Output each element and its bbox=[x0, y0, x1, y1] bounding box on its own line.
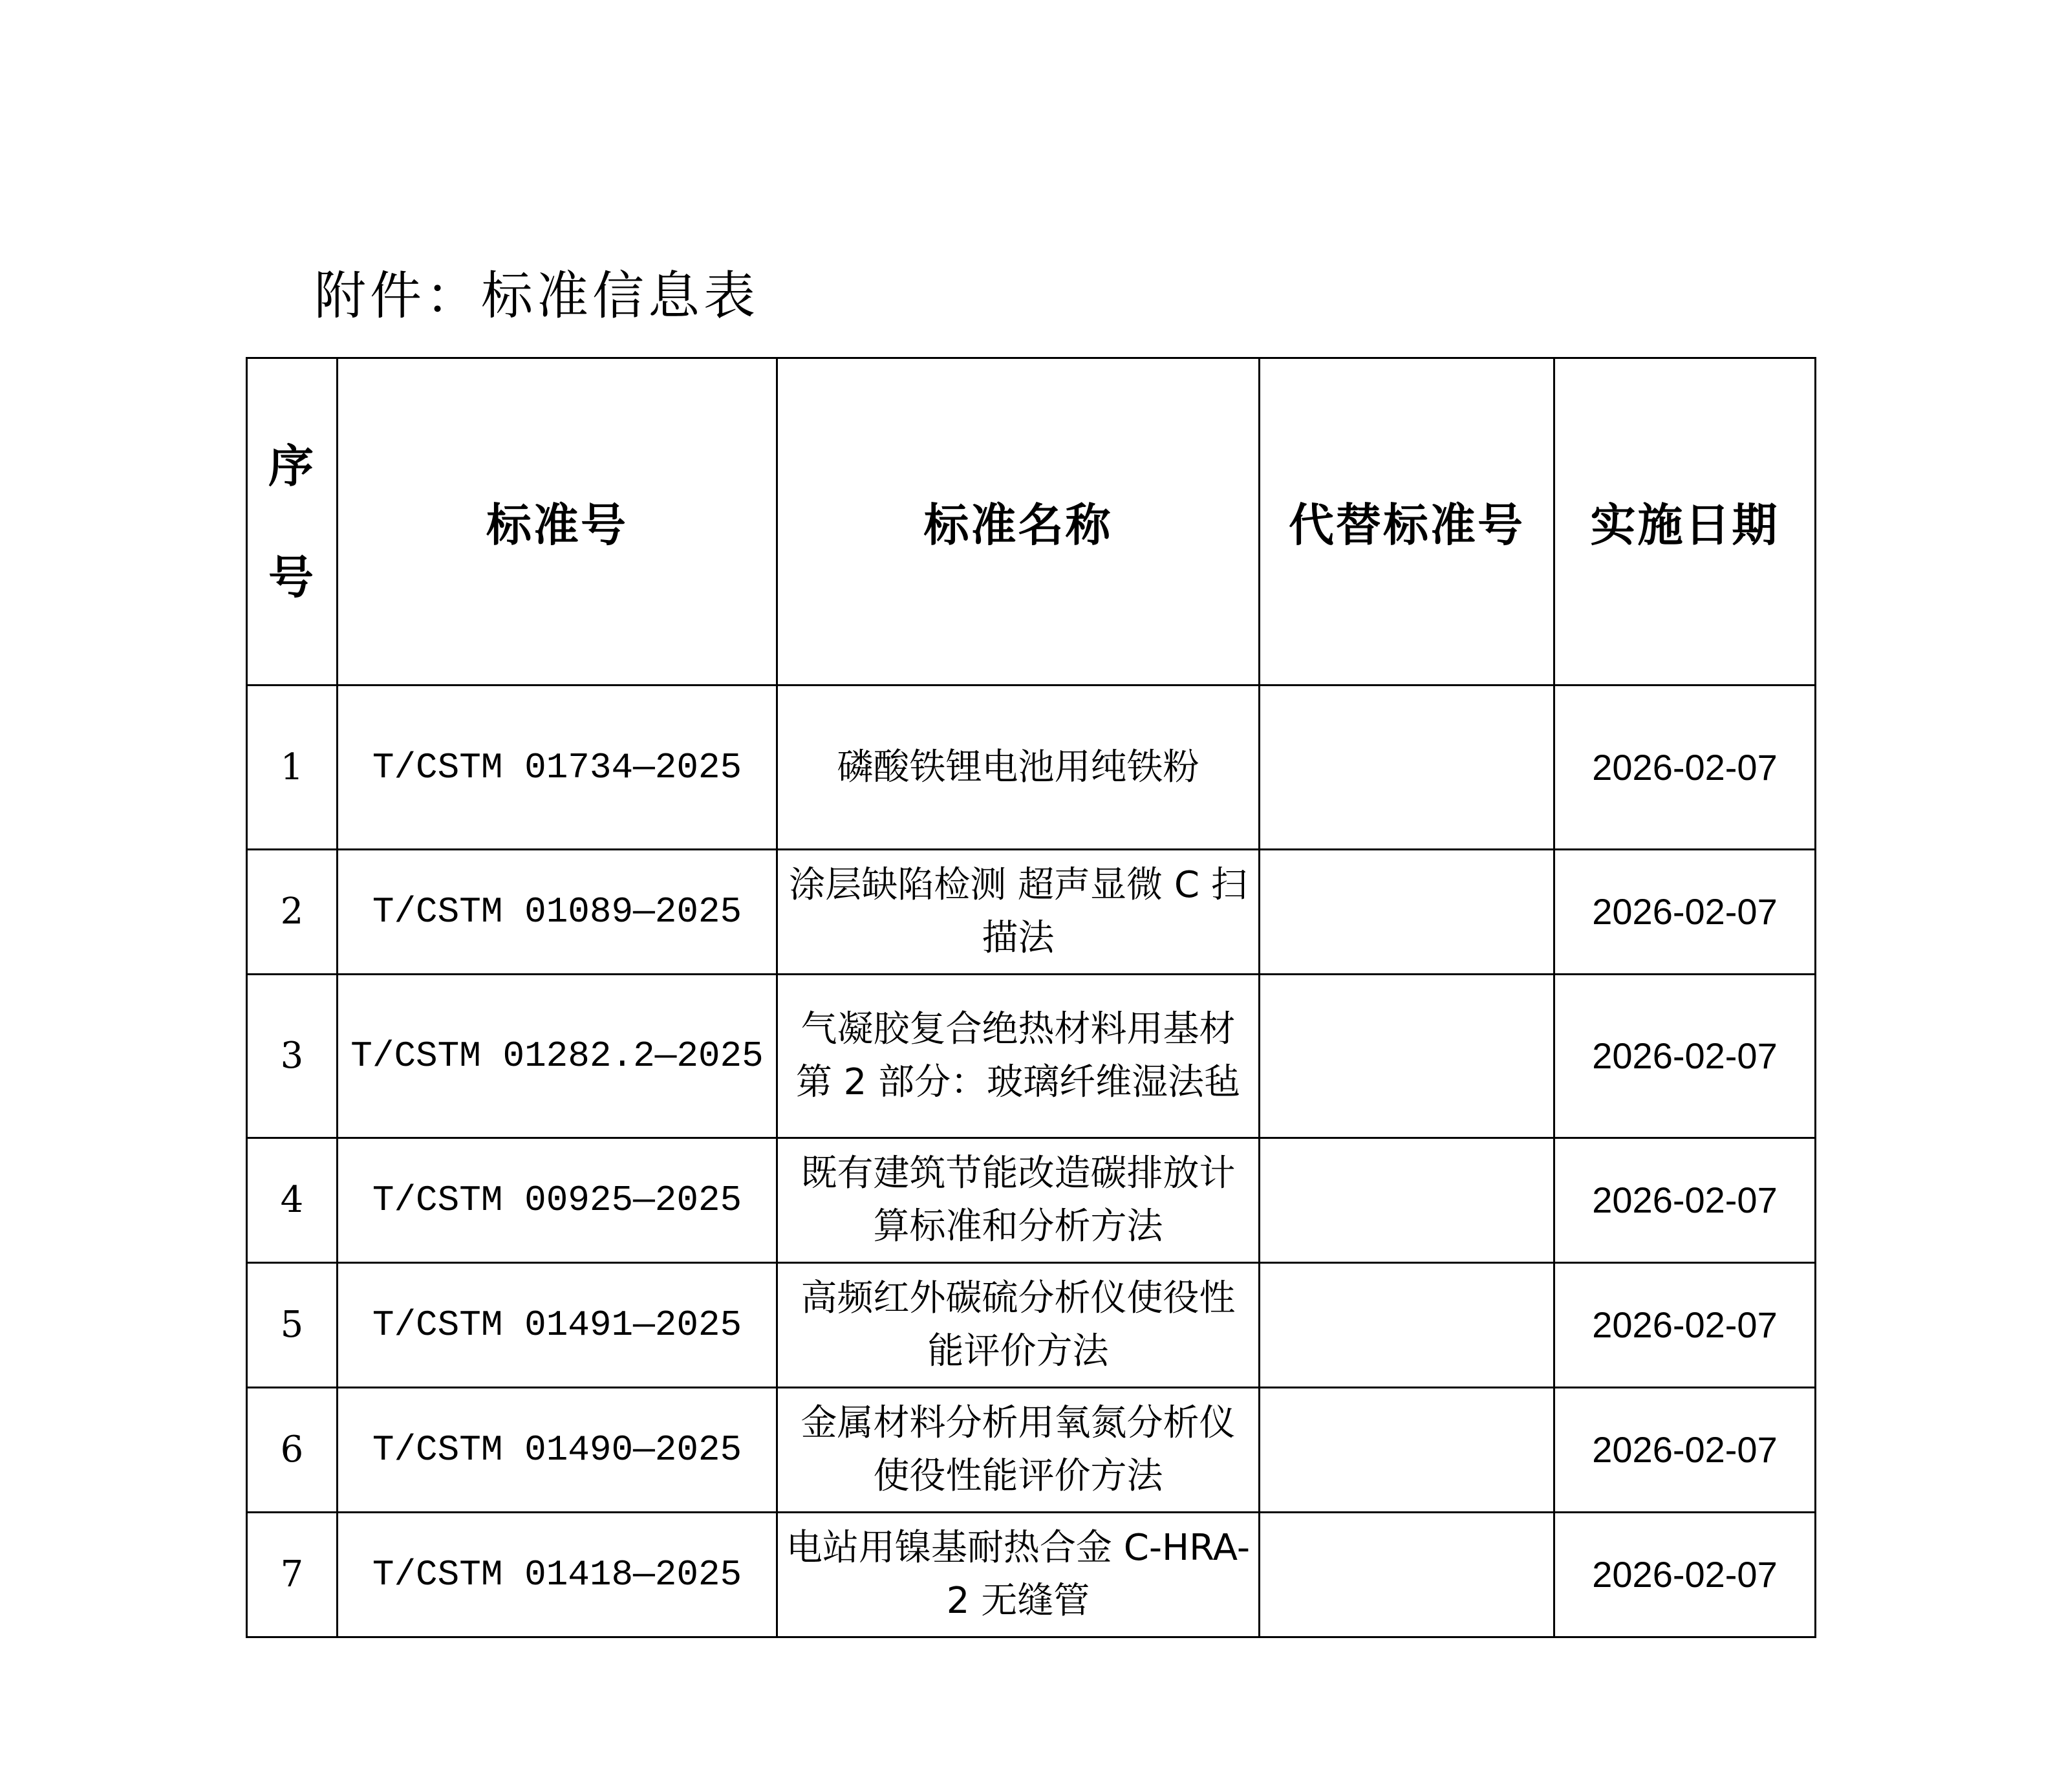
table-row bbox=[247, 1138, 1816, 1263]
cell-standard-name: 电站用镍基耐热合金 C-HRA-2 无缝管 bbox=[777, 1513, 1260, 1637]
cell-standard-code: T/CSTM 01418—2025 bbox=[338, 1513, 777, 1637]
cell-standard-code: T/CSTM 00925—2025 bbox=[338, 1138, 777, 1263]
cell-seq: 7 bbox=[247, 1513, 338, 1637]
cell-standard-name: 涂层缺陷检测 超声显微 C 扫描法 bbox=[777, 850, 1260, 975]
cell-replaced-standard bbox=[1260, 1513, 1554, 1637]
cell-standard-code: T/CSTM 01089—2025 bbox=[338, 850, 777, 975]
cell-implementation-date: 2026-02-07 bbox=[1554, 685, 1816, 850]
cell-seq: 4 bbox=[247, 1138, 338, 1263]
cell-replaced-standard bbox=[1260, 1263, 1554, 1388]
page-title: 附件：标准信息表 bbox=[314, 266, 759, 326]
header-replaced-standard: 代替标准号 bbox=[1260, 358, 1554, 685]
cell-replaced-standard bbox=[1260, 1138, 1554, 1263]
cell-implementation-date: 2026-02-07 bbox=[1554, 1513, 1816, 1637]
table-row bbox=[247, 850, 1816, 975]
standards-table bbox=[246, 357, 1816, 1638]
table-header-row bbox=[247, 358, 1816, 685]
cell-standard-code: T/CSTM 01734—2025 bbox=[338, 685, 777, 850]
cell-seq: 5 bbox=[247, 1263, 338, 1388]
cell-implementation-date: 2026-02-07 bbox=[1554, 1138, 1816, 1263]
cell-standard-code: T/CSTM 01490—2025 bbox=[338, 1388, 777, 1513]
header-standard-code: 标准号 bbox=[338, 358, 777, 685]
cell-standard-code: T/CSTM 01491—2025 bbox=[338, 1263, 777, 1388]
header-seq-char-1: 序 bbox=[268, 439, 316, 493]
cell-implementation-date: 2026-02-07 bbox=[1554, 1263, 1816, 1388]
table-row bbox=[247, 1388, 1816, 1513]
cell-standard-name: 磷酸铁锂电池用纯铁粉 bbox=[777, 685, 1260, 850]
cell-implementation-date: 2026-02-07 bbox=[1554, 975, 1816, 1138]
cell-standard-name: 气凝胶复合绝热材料用基材 第 2 部分：玻璃纤维湿法毡 bbox=[777, 975, 1260, 1138]
cell-replaced-standard bbox=[1260, 1388, 1554, 1513]
cell-standard-name: 既有建筑节能改造碳排放计算标准和分析方法 bbox=[777, 1138, 1260, 1263]
cell-replaced-standard bbox=[1260, 975, 1554, 1138]
header-seq-char-2: 号 bbox=[268, 550, 316, 604]
table-row bbox=[247, 1263, 1816, 1388]
cell-replaced-standard bbox=[1260, 685, 1554, 850]
table-row bbox=[247, 685, 1816, 850]
cell-seq: 3 bbox=[247, 975, 338, 1138]
cell-replaced-standard bbox=[1260, 850, 1554, 975]
cell-implementation-date: 2026-02-07 bbox=[1554, 1388, 1816, 1513]
cell-standard-name: 高频红外碳硫分析仪使役性能评价方法 bbox=[777, 1263, 1260, 1388]
cell-implementation-date: 2026-02-07 bbox=[1554, 850, 1816, 975]
table-row bbox=[247, 1513, 1816, 1637]
header-implementation-date: 实施日期 bbox=[1554, 358, 1816, 685]
table-row bbox=[247, 975, 1816, 1138]
header-seq bbox=[247, 358, 338, 685]
header-standard-name: 标准名称 bbox=[777, 358, 1260, 685]
cell-seq: 1 bbox=[247, 685, 338, 850]
cell-standard-code: T/CSTM 01282.2—2025 bbox=[338, 975, 777, 1138]
cell-seq: 2 bbox=[247, 850, 338, 975]
cell-standard-name: 金属材料分析用氧氮分析仪使役性能评价方法 bbox=[777, 1388, 1260, 1513]
cell-seq: 6 bbox=[247, 1388, 338, 1513]
